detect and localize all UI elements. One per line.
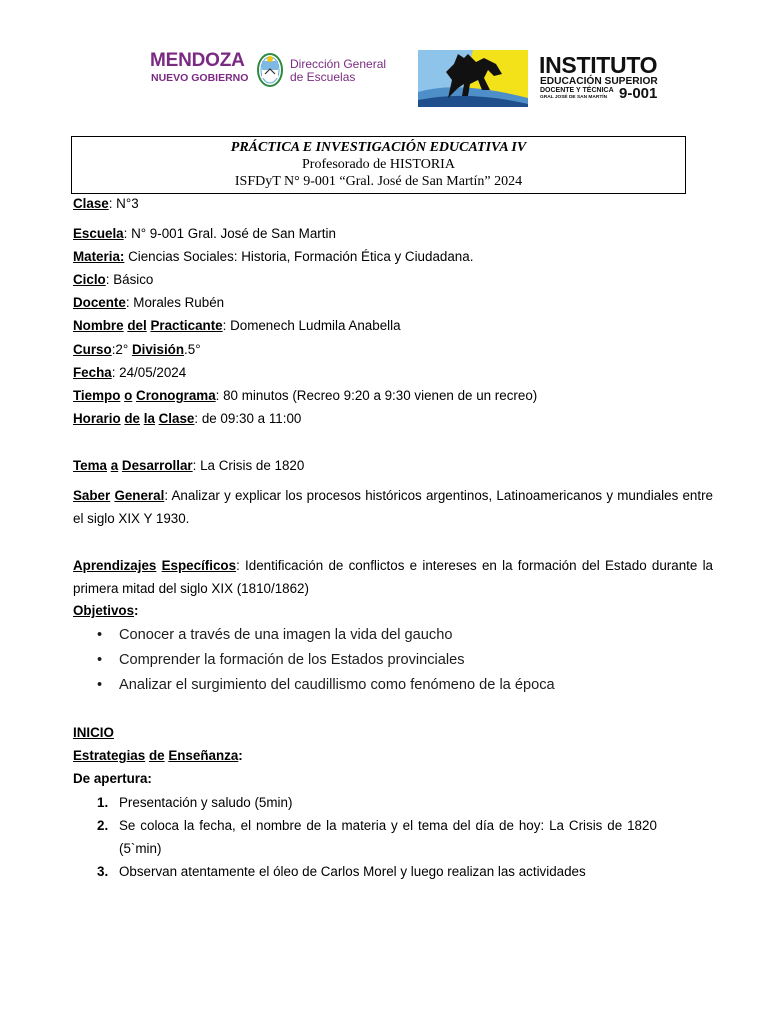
- estrategias-label: Enseñanza: [168, 748, 239, 763]
- field-label: la: [143, 411, 155, 426]
- bullet-icon: •: [97, 627, 103, 643]
- aprendizajes-especificos: [73, 554, 713, 600]
- saber-label: General: [114, 488, 165, 503]
- provincial-seal-icon: [256, 52, 284, 88]
- step-number: 1.: [97, 795, 109, 810]
- field-value: : de 09:30 a 11:00: [194, 411, 302, 426]
- header-box: [71, 136, 686, 194]
- objetivos-heading: Objetivos:: [73, 603, 139, 618]
- step-number: 2.: [97, 818, 109, 833]
- field-label: Clase: [73, 196, 109, 211]
- field-label: Ciclo: [73, 272, 106, 287]
- institution-title: ISFDyT N° 9-001 “Gral. José de San Martín” 2024: [234, 174, 523, 189]
- objetivo-text: Conocer a través de una imagen la vida del gaucho: [119, 627, 453, 643]
- nuevo-gobierno-text: NUEVO GOBIERNO: [151, 72, 249, 84]
- objetivo-text: Analizar el surgimiento del caudillismo como fenómeno de la época: [119, 677, 555, 693]
- dge-line2: de Escuelas: [290, 70, 356, 84]
- field-docente: [73, 295, 224, 311]
- field-label: Nombre: [73, 318, 124, 333]
- instituto-line4: GRAL JOSÉ DE SAN MARTÍN: [540, 95, 608, 100]
- instituto-number: 9-001: [619, 85, 658, 102]
- field-tiempo: [73, 388, 537, 404]
- field-ciclo: [73, 272, 153, 288]
- step-text: Se coloca la fecha, el nombre de la materia y el tema del día de hoy: La Crisis de 1820: [119, 818, 657, 833]
- field-escuela: [73, 226, 336, 242]
- field-label: Fecha: [73, 365, 112, 380]
- field-practicante: [73, 318, 401, 334]
- saber-general: [73, 484, 713, 530]
- saber-value: : Analizar y explicar los procesos históricos argentinos, Latinoamericanos y mundiales entre el siglo XIX Y 1930.: [73, 488, 713, 526]
- step-text-continued: (5`min): [119, 841, 162, 856]
- field-fecha: [73, 365, 186, 381]
- estrategias-heading: Estrategias de Enseñanza:: [73, 748, 243, 763]
- field-label: Clase: [158, 411, 195, 426]
- field-label: Cronograma: [136, 388, 216, 403]
- aprendizajes-value: : Identificación de conflictos e intereses en la formación del Estado durante la primera mitad del siglo XIX (1810/1862): [73, 558, 713, 596]
- inicio-heading: [73, 725, 114, 741]
- tema-label: Tema: [73, 458, 107, 473]
- list-item: [97, 652, 465, 668]
- field-label: Practicante: [150, 318, 223, 333]
- field-label: Docente: [73, 295, 126, 310]
- tema-label: a: [110, 458, 119, 473]
- tema-label: Desarrollar: [121, 458, 193, 473]
- bullet-icon: •: [97, 677, 103, 693]
- field-label: Horario: [73, 411, 121, 426]
- instituto-title: INSTITUTO: [539, 52, 658, 78]
- field-value: : Domenech Ludmila Anabella: [222, 318, 401, 333]
- mendoza-logo: [150, 50, 400, 98]
- field-value: : 24/05/2024: [111, 365, 187, 380]
- field-value: :2°: [111, 342, 132, 357]
- field-label: o: [124, 388, 133, 403]
- step-text: Presentación y saludo (5min): [119, 795, 293, 810]
- aprendizajes-label: Aprendizajes: [73, 558, 157, 573]
- field-value: .5°: [184, 342, 201, 357]
- apertura-heading: De apertura:: [73, 771, 152, 786]
- instituto-line2: EDUCACIÓN SUPERIOR: [540, 76, 658, 87]
- field-value: : N°3: [108, 196, 139, 211]
- horse-rider-emblem-icon: [418, 50, 528, 107]
- course-title: PRÁCTICA E INVESTIGACIÓN EDUCATIVA IV: [230, 140, 527, 155]
- field-label: de: [124, 411, 140, 426]
- bullet-icon: •: [97, 652, 103, 668]
- mendoza-wordmark: MENDOZA: [150, 50, 245, 71]
- estrategias-label: Estrategias: [73, 748, 146, 763]
- field-label: Materia:: [73, 249, 125, 264]
- field-value: : Morales Rubén: [125, 295, 225, 310]
- field-value: : N° 9-001 Gral. José de San Martin: [123, 226, 336, 241]
- field-value: : 80 minutos (Recreo 9:20 a 9:30 vienen de un recreo): [215, 388, 538, 403]
- list-item: [97, 627, 452, 643]
- dge-line1: Dirección General: [290, 57, 387, 71]
- field-clase: [73, 196, 139, 212]
- objetivos-label: Objetivos: [73, 603, 135, 618]
- field-label: Escuela: [73, 226, 124, 241]
- step-text: Observan atentamente el óleo de Carlos Morel y luego realizan las actividades: [119, 864, 586, 879]
- field-materia: [73, 249, 473, 265]
- tema: [73, 458, 304, 474]
- step-number: 3.: [97, 864, 109, 879]
- saber-label: Saber: [73, 488, 111, 503]
- program-title: Profesorado de HISTORIA: [302, 157, 455, 172]
- field-value: : Básico: [105, 272, 154, 287]
- list-item: [97, 814, 713, 860]
- instituto-line3: DOCENTE Y TÉCNICA: [540, 87, 614, 94]
- field-label: División: [131, 342, 185, 357]
- objetivo-text: Comprender la formación de los Estados provinciales: [119, 652, 465, 668]
- inicio-label: INICIO: [73, 725, 114, 740]
- field-label: del: [127, 318, 147, 333]
- list-item: [97, 677, 555, 693]
- tema-value: : La Crisis de 1820: [192, 458, 305, 473]
- estrategias-label: de: [148, 748, 165, 763]
- field-value: Ciencias Sociales: Historia, Formación Ética y Ciudadana.: [124, 249, 474, 264]
- field-curso: [73, 342, 201, 358]
- field-label: Tiempo: [73, 388, 121, 403]
- field-horario: [73, 411, 301, 427]
- aprendizajes-label: Específicos: [161, 558, 237, 573]
- field-label: Curso: [73, 342, 112, 357]
